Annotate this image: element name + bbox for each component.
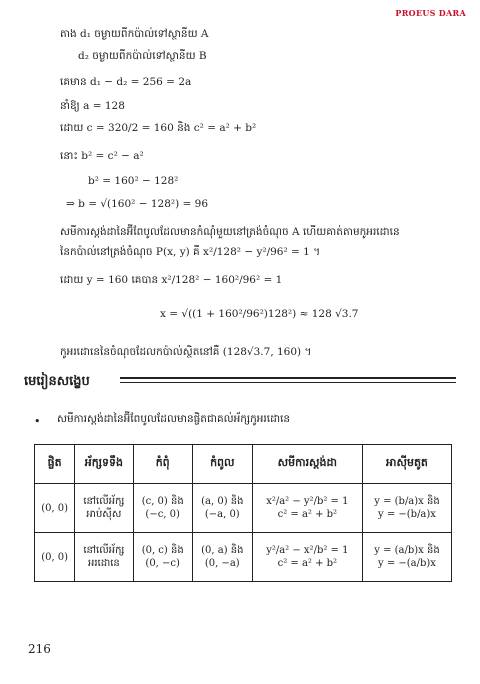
table-row	[35, 533, 452, 582]
row2-asymptotes: y = (a/b)x និង y = −(a/b)x	[362, 533, 451, 582]
brand-header: PROEUS DARA	[395, 8, 466, 18]
table-row	[35, 484, 452, 533]
row1-foci: (c, 0) និង (−c, 0)	[133, 484, 192, 533]
section-rule	[120, 377, 456, 383]
row1-axis: នៅលើអ័ក្ស អាប់ស៊ីស	[75, 484, 133, 533]
row1-asymptotes: y = (b/a)x និង y = −(b/a)x	[362, 484, 451, 533]
text-line-8: ⇒ b = √(160² − 128²) = 96	[66, 198, 209, 210]
header-equation: សមីការស្តង់ដា	[252, 445, 362, 484]
header-axis: អ័ក្សទទឹង	[75, 445, 133, 484]
text-line-1: តាង d₁ ចម្ងាយពីកប៉ាល់ទៅស្ថានីយ A	[60, 28, 209, 40]
text-line-11: ដោយ y = 160 គេបាន x²/128² − 160²/96² = 1	[60, 274, 283, 286]
row2-axis: នៅលើអ័ក្ស អរដោនេ	[75, 533, 133, 582]
bullet-icon: •	[34, 415, 41, 428]
header-vertices: កំពូល	[192, 445, 252, 484]
row2-vertices: (0, a) និង (0, −a)	[192, 533, 252, 582]
row2-foci: (0, c) និង (0, −c)	[133, 533, 192, 582]
text-line-10: នៃកប៉ាល់នៅត្រង់ចំណុច P(x, y) គឺ x²/128² − y²/96² = 1 ។	[60, 246, 321, 258]
header-foci: កំពុំ	[133, 445, 192, 484]
header-center: ផ្ចិត	[35, 445, 75, 484]
text-line-4: នាំឱ្យ a = 128	[60, 100, 125, 112]
row1-vertices: (a, 0) និង (−a, 0)	[192, 484, 252, 533]
section-title: មេរៀនសង្ខេប	[24, 374, 90, 389]
text-line-6: នោះ b² = c² − a²	[60, 150, 144, 162]
text-line-9: សមីការស្តង់ដានៃអ៊ីពែបូលដែលមានកំណុំមួយនៅត្រង់ចំណុច A ហើយគាត់តាមកូអរដោនេ	[60, 226, 400, 238]
row1-center: (0, 0)	[35, 484, 75, 533]
text-line-12: x = √((1 + 160²/96²)128²) ≈ 128 √3.7	[160, 308, 359, 320]
text-line-2: d₂ ចម្ងាយពីកប៉ាល់ទៅស្ថានីយ B	[78, 50, 207, 62]
header-asymptotes: អាស៊ីមតូត	[362, 445, 451, 484]
text-line-13: កូអរដោនេនៃចំណុចដែលកប៉ាល់ស្ថិតនៅគឺ (128√3.7, 160) ។	[60, 346, 312, 358]
text-line-5: ដោយ c = 320/2 = 160 និង c² = a² + b²	[60, 122, 257, 134]
summary-table	[34, 444, 452, 582]
table-header-row	[35, 445, 452, 484]
text-line-3: គេមាន d₁ − d₂ = 256 = 2a	[60, 76, 192, 88]
bullet-text: សមីការស្តង់ដានៃអ៊ីពែបូលដែលមានផ្ចិតជាគល់អ័ក្សកូអរដោនេ	[57, 413, 291, 425]
page-number: 216	[28, 642, 51, 656]
row2-equation: y²/a² − x²/b² = 1 c² = a² + b²	[252, 533, 362, 582]
row2-center: (0, 0)	[35, 533, 75, 582]
text-line-7: b² = 160² − 128²	[88, 175, 179, 187]
row1-equation: x²/a² − y²/b² = 1 c² = a² + b²	[252, 484, 362, 533]
